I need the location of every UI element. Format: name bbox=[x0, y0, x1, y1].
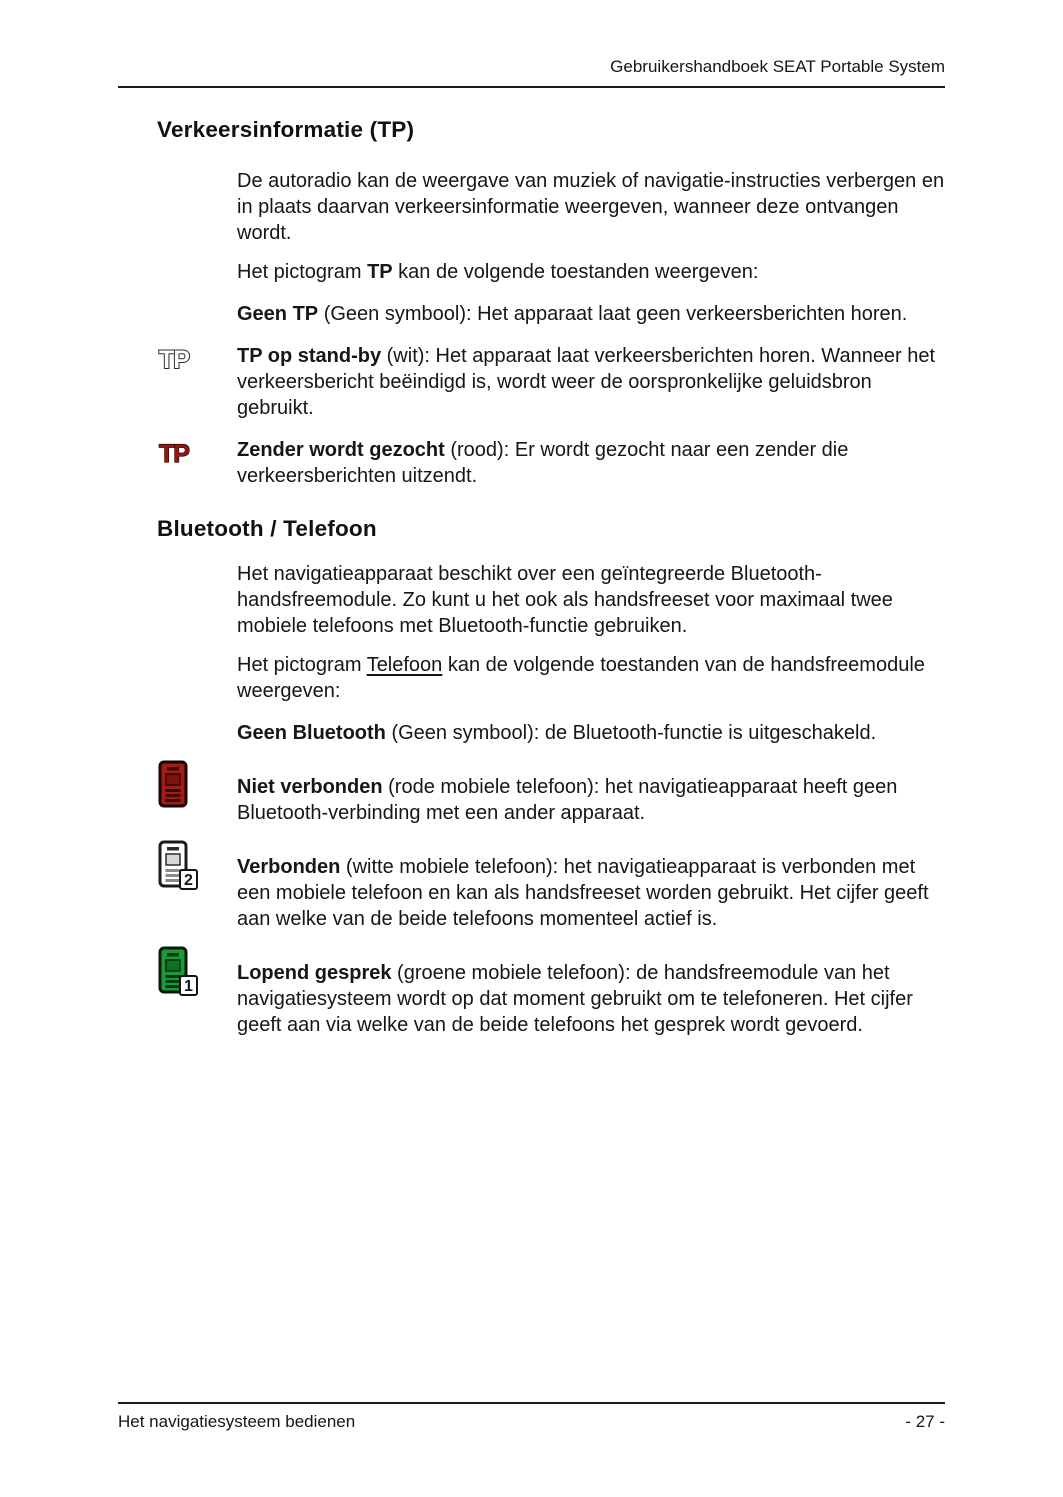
definition-term: Verbonden bbox=[237, 856, 341, 878]
definition-item-geen-bluetooth bbox=[157, 720, 952, 746]
bluetooth-pictogram-paragraph bbox=[237, 652, 949, 704]
definition-item-tp-standby bbox=[157, 343, 952, 421]
definition-item-geen-tp bbox=[157, 301, 952, 327]
definition-body: (rode mobiele telefoon): het navigatieapparaat heeft geen Bluetooth-verbinding met een ander apparaat. bbox=[237, 776, 898, 824]
definition-item-zender-gezocht bbox=[157, 437, 952, 489]
definition-text bbox=[237, 437, 949, 489]
definition-term: TP op stand-by bbox=[237, 345, 382, 367]
pictogram-tp-emphasis: TP bbox=[367, 261, 393, 283]
phone-badge-2 bbox=[180, 870, 197, 889]
definition-item-verbonden bbox=[157, 854, 952, 932]
definition-body: (rood): Er wordt gezocht naar een zender die verkeersberichten uitzendt. bbox=[237, 439, 849, 487]
icon-cell bbox=[157, 774, 237, 826]
pictogram-text-pre: Het pictogram bbox=[237, 654, 367, 676]
page-footer bbox=[118, 1402, 945, 1433]
pictogram-text-post: kan de volgende toestanden weergeven: bbox=[392, 261, 759, 283]
footer-page-number: - 27 - bbox=[905, 1412, 945, 1431]
icon-cell-empty bbox=[157, 720, 237, 746]
definition-term: Geen TP bbox=[237, 303, 319, 325]
icon-cell-empty bbox=[157, 301, 237, 327]
page-content bbox=[157, 116, 952, 1038]
icon-cell bbox=[157, 437, 237, 489]
svg-text:TP: TP bbox=[159, 346, 189, 374]
definition-body: (Geen symbool): Het apparaat laat geen verkeersberichten horen. bbox=[318, 303, 908, 325]
section-heading-verkeersinformatie: Verkeersinformatie (TP) bbox=[157, 117, 415, 142]
svg-text:1: 1 bbox=[184, 978, 193, 995]
svg-text:TP: TP bbox=[159, 440, 189, 468]
definition-body: (Geen symbool): de Bluetooth-functie is uitgeschakeld. bbox=[385, 722, 877, 744]
definition-term: Lopend gesprek bbox=[237, 962, 392, 984]
header-title: Gebruikershandboek SEAT Portable System bbox=[610, 57, 945, 76]
icon-cell bbox=[157, 343, 237, 421]
definition-text bbox=[237, 774, 949, 826]
traffic-pictogram-paragraph bbox=[237, 259, 949, 285]
pictogram-text-pre: Het pictogram bbox=[237, 261, 368, 283]
definition-body: (groene mobiele telefoon): de handsfreemodule van het navigatiesysteem wordt op dat moment gebruikt om te telefoneren. Het cijfer geeft aan via welke van de beide telefoons het gesprek wordt gevoerd. bbox=[237, 962, 913, 1036]
traffic-intro-paragraph: De autoradio kan de weergave van muziek of navigatie-instructies verbergen en in plaats daarvan verkeersinformatie weergeven, wanneer deze ontvangen wordt. bbox=[237, 170, 945, 244]
definition-text bbox=[237, 343, 949, 421]
icon-cell bbox=[157, 960, 237, 1038]
definition-term: Niet verbonden bbox=[237, 776, 383, 798]
footer-chapter-title: Het navigatiesysteem bedienen bbox=[118, 1412, 356, 1431]
definition-text bbox=[237, 720, 949, 746]
phone-white-icon bbox=[157, 840, 199, 892]
definition-item-lopend-gesprek bbox=[157, 960, 952, 1038]
phone-green-icon bbox=[157, 946, 199, 998]
definition-body: (wit): Het apparaat laat verkeersberichten horen. Wanneer het verkeersbericht beëindigd is, wordt weer de oorspronkelijke geluidsbron gebruikt. bbox=[237, 345, 936, 419]
tp-search-red-icon bbox=[157, 438, 197, 468]
page-header bbox=[118, 56, 945, 88]
tp-standby-white-icon bbox=[157, 344, 197, 374]
telefoon-crossreference-link[interactable]: Telefoon bbox=[366, 654, 443, 676]
definition-text bbox=[237, 960, 949, 1038]
definition-term: Zender wordt gezocht bbox=[237, 439, 445, 461]
bluetooth-intro-paragraph: Het navigatieapparaat beschikt over een geïntegreerde Bluetooth-handsfreemodule. Zo kunt u het ook als handsfreeset voor maximaal twee mobiele telefoons met Bluetooth-functie gebruiken. bbox=[237, 563, 893, 637]
svg-text:2: 2 bbox=[184, 872, 193, 889]
definition-body: (witte mobiele telefoon): het navigatieapparaat is verbonden met een mobiele telefoon en kan als handsfreeset worden gebruikt. Het cijfer geeft aan welke van de beide telefoons momenteel actief is. bbox=[237, 856, 929, 930]
definition-term: Geen Bluetooth bbox=[237, 722, 386, 744]
phone-red-icon bbox=[157, 760, 191, 810]
definition-text bbox=[237, 854, 949, 932]
definition-text bbox=[237, 301, 949, 327]
definition-item-niet-verbonden bbox=[157, 774, 952, 826]
section-heading-bluetooth-telefoon: Bluetooth / Telefoon bbox=[157, 516, 377, 541]
phone-badge-1 bbox=[180, 976, 197, 995]
icon-cell bbox=[157, 854, 237, 932]
pictogram-text-post: kan de volgende toestanden van de handsfreemodule weergeven: bbox=[237, 654, 925, 702]
